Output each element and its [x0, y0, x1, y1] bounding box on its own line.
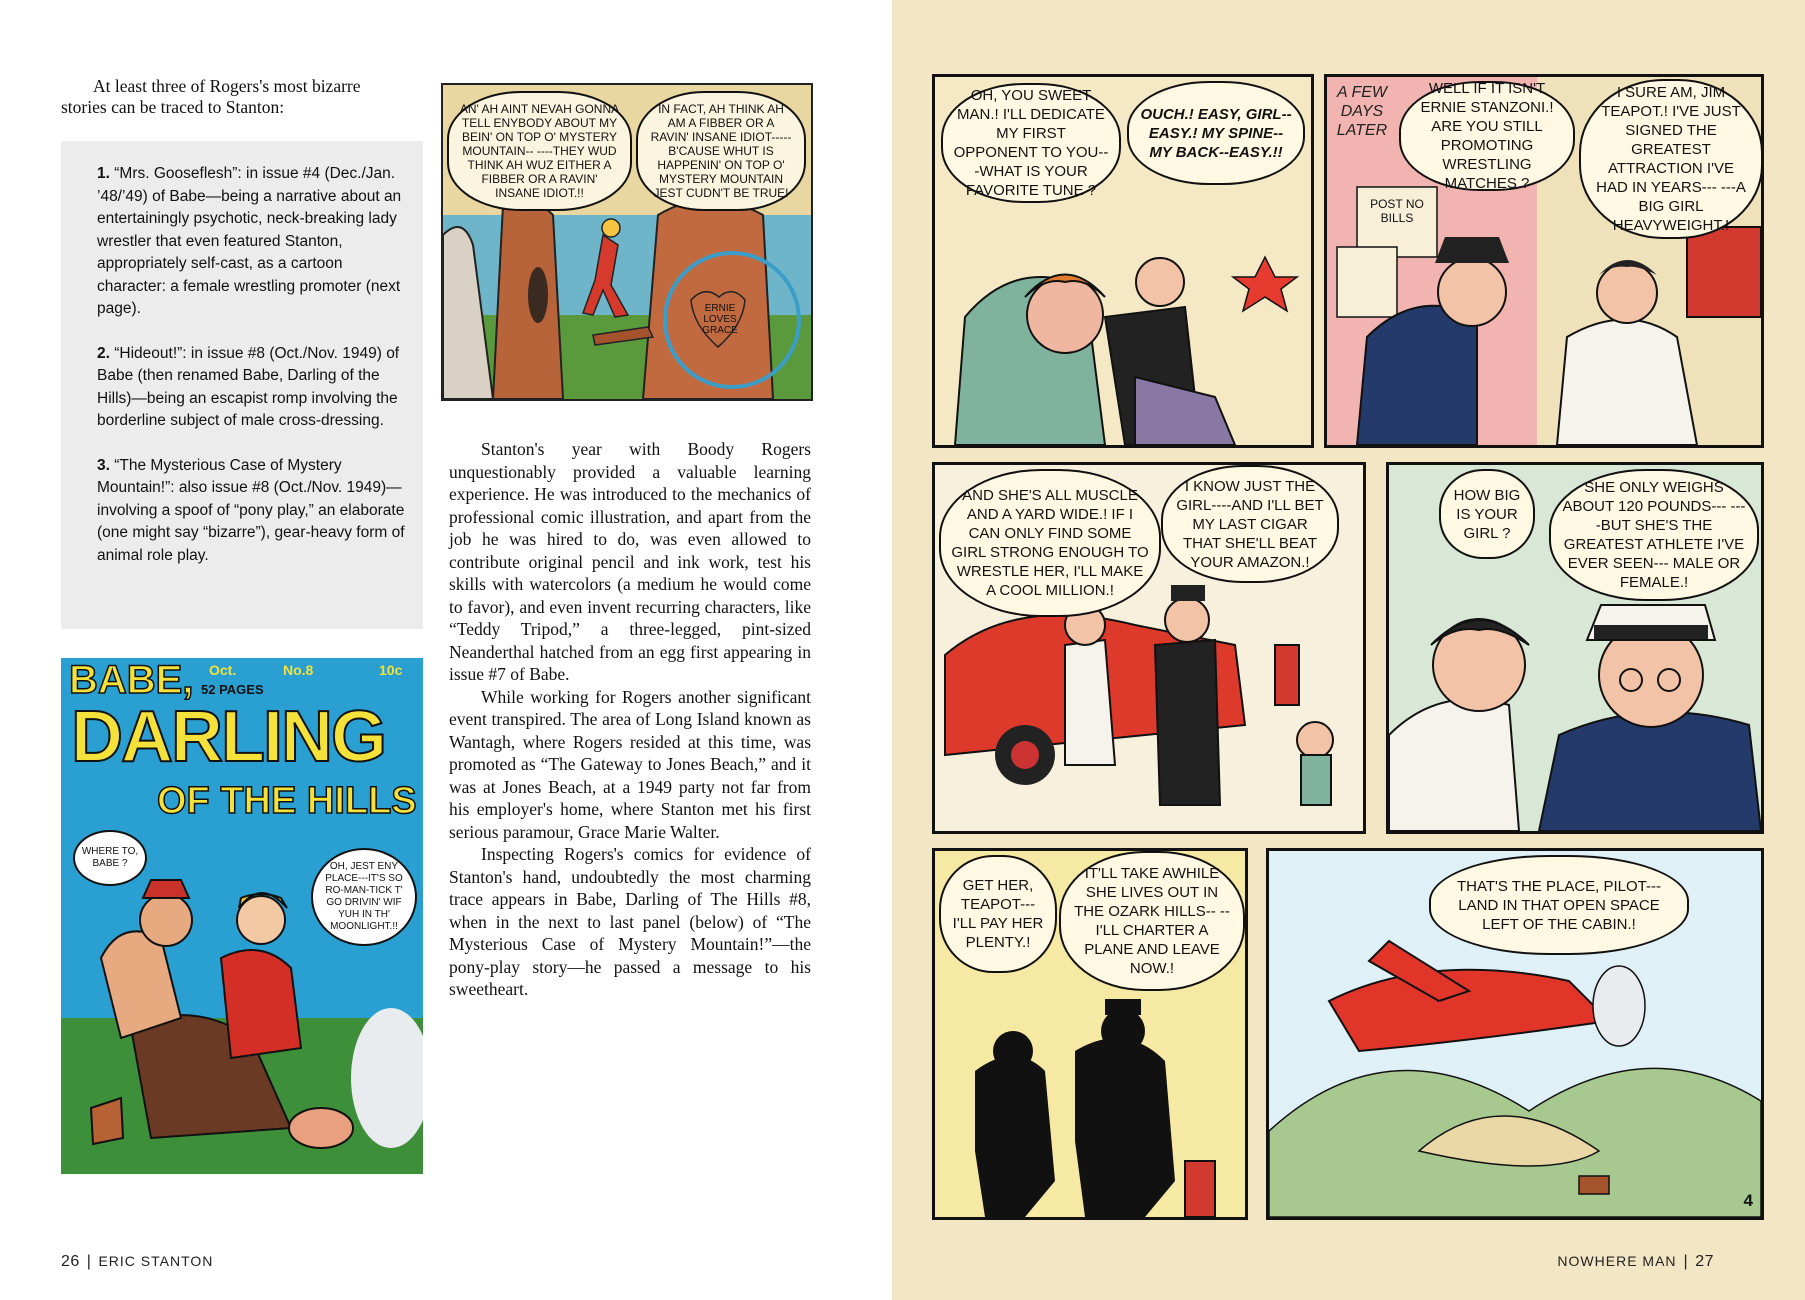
speech-bubble: OH, YOU SWEET MAN.! I'LL DEDICATE MY FIRST OPPONENT TO YOU---WHAT IS YOUR FAVORITE TUNE ?	[941, 83, 1121, 203]
page-number: 27	[1695, 1253, 1714, 1270]
comic-panel-6	[1266, 848, 1764, 1220]
intro-paragraph: At least three of Rogers's most bizarre stories can be traced to Stanton:	[61, 76, 361, 117]
cover-month: Oct.	[209, 662, 237, 678]
speech-bubble: WELL IF IT ISN'T ERNIE STANZONI.! ARE YOU STILL PROMOTING WRESTLING MATCHES ?	[1399, 81, 1575, 191]
speech-bubble: SHE ONLY WEIGHS ABOUT 120 POUNDS--- ----BUT SHE'S THE GREATEST ATHLETE I'VE EVER SEEN--- MALE OR FEMALE.!	[1549, 469, 1759, 601]
sidebar-item-number: 2.	[97, 344, 110, 362]
speech-bubble: THAT'S THE PLACE, PILOT--- LAND IN THAT OPEN SPACE LEFT OF THE CABIN.!	[1429, 855, 1689, 955]
mystery-mountain-panel	[441, 83, 813, 401]
tree-carving-text: ERNIE LOVES GRACE	[702, 303, 738, 336]
speech-bubble: I SURE AM, JIM TEAPOT.! I'VE JUST SIGNED THE GREATEST ATTRACTION I'VE HAD IN YEARS--- ---A BIG GIRL HEAVYWEIGHT.!	[1579, 79, 1763, 239]
right-footer: NOWHERE MAN | 27	[1557, 1253, 1714, 1270]
sidebar-item-text: “Hideout!”: in issue #8 (Oct./Nov. 1949) of Babe (then renamed Babe, Darling of the Hills)—being an escapist romp involving the borderline subject of male cross-dressing.	[97, 344, 400, 429]
sidebar-item-text: “The Mysterious Case of Mystery Mountain!”: also issue #8 (Oct./Nov. 1949)—involving a spoof of “pony play,” an elaborate (one might say “bizarre”), gear-heavy form of animal role play.	[97, 456, 405, 564]
speech-bubble: HOW BIG IS YOUR GIRL ?	[1439, 469, 1535, 559]
body-paragraph: While working for Rogers another significant event transpired. The area of Long Island known as Wantagh, where Rogers resided at this time, was promoted as “The Gateway to Jones Beach,” and it was at Jones Beach, at a 1949 party not far from his employer's home, where Stanton met his first serious paramour, Grace Marie Walter.	[449, 686, 811, 842]
cover-title-babe: BABE,	[69, 658, 194, 702]
comic-panel-1	[932, 74, 1314, 448]
sidebar-item-text: “Mrs. Gooseflesh”: in issue #4 (Dec./Jan. ’48/’49) of Babe—being a narrative about an entertainingly psychotic, neck-breaking lady wrestler that even featured Stanton, appropriately self-cast, as a cartoon character: a female wrestling promoter (next page).	[97, 165, 402, 317]
babe-cover-image	[61, 658, 423, 1174]
comic-panel-2	[1324, 74, 1764, 448]
comic-panel-3	[932, 462, 1366, 834]
left-footer: 26 | ERIC STANTON	[61, 1253, 214, 1270]
speech-bubble: GET HER, TEAPOT--- I'LL PAY HER PLENTY.!	[939, 855, 1057, 973]
body-paragraph: Stanton's year with Boody Rogers unquestionably provided a valuable learning experience. He was introduced to the mechanics of professional comic illustration, and apart from the job he was hired to do, was even allowed to contribute original pencil and ink work, test his skills with watercolors (a medium he would come to favor), and even invent recurring characters, like “Teddy Tripod,” a three-legged, pint-sized Neanderthal hatched from an egg first appearing in issue #7 of Babe.	[449, 439, 811, 684]
speech-bubble: IT'LL TAKE AWHILE SHE LIVES OUT IN THE OZARK HILLS-- --I'LL CHARTER A PLANE AND LEAVE NOW.!	[1059, 851, 1245, 991]
speech-bubble-left: AN' AH AINT NEVAH GONNA TELL ENYBODY ABOUT MY BEIN' ON TOP O' MYSTERY MOUNTAIN-- ----THEY WUD THINK AH WUZ EITHER A FIBBER OR A RAVIN' INSANE IDIOT.!!	[447, 91, 632, 211]
sidebar-list-box	[61, 141, 423, 629]
cover-bubble-right: OH, JEST ENY PLACE---IT'S SO RO-MAN-TICK T' GO DRIVIN' WIF YUH IN TH' MOONLIGHT.!!	[311, 848, 417, 946]
comic-panel-4	[1386, 462, 1764, 834]
left-page	[0, 0, 892, 1300]
cover-price: 10c	[379, 662, 403, 678]
post-no-bills-sign: POST NO BILLS	[1370, 197, 1424, 225]
right-page	[892, 0, 1805, 1300]
cover-title-darling: DARLING	[71, 697, 385, 777]
cover-pages: 52 PAGES	[201, 682, 264, 697]
comic-panel-5	[932, 848, 1248, 1220]
sidebar-item-2	[97, 343, 405, 433]
sidebar-item-1	[97, 163, 405, 321]
page-number: 26	[61, 1253, 80, 1270]
speech-bubble: OUCH.! EASY, GIRL--EASY.! MY SPINE--MY BACK--EASY.!!	[1127, 81, 1305, 185]
narration-caption: A FEW DAYS LATER	[1336, 84, 1388, 139]
cover-issue: No.8	[283, 662, 314, 678]
sidebar-item-number: 3.	[97, 456, 110, 474]
running-head: ERIC STANTON	[98, 1253, 214, 1269]
speech-bubble: I KNOW JUST THE GIRL----AND I'LL BET MY LAST CIGAR THAT SHE'LL BEAT YOUR AMAZON.!	[1161, 465, 1339, 583]
body-text	[449, 438, 811, 1001]
sidebar-item-3	[97, 455, 405, 568]
body-paragraph: Inspecting Rogers's comics for evidence of Stanton's hand, undoubtedly the most charming trace appears in Babe, Darling of The Hills #8, when in the next to last panel (below) of “The Mysterious Case of Mystery Mountain!”—the pony-play story—he passed a message to his sweetheart.	[449, 844, 811, 999]
sidebar-item-number: 1.	[97, 165, 110, 182]
speech-bubble: AND SHE'S ALL MUSCLE AND A YARD WIDE.! IF I CAN ONLY FIND SOME GIRL STRONG ENOUGH TO WRESTLE HER, I'LL MAKE A COOL MILLION.!	[939, 469, 1161, 617]
cover-title-hills: OF THE HILLS	[157, 780, 417, 822]
speech-bubble-right: IN FACT, AH THINK AH AM A FIBBER OR A RAVIN' INSANE IDIOT----- B'CAUSE WHUT IS HAPPENIN' ON TOP O' MYSTERY MOUNTAIN JEST CUDN'T BE TRUE!	[636, 91, 806, 211]
art-page-number: 4	[1743, 1191, 1753, 1210]
cover-bubble-left: WHERE TO, BABE ?	[73, 830, 147, 886]
running-head: NOWHERE MAN	[1557, 1253, 1677, 1269]
